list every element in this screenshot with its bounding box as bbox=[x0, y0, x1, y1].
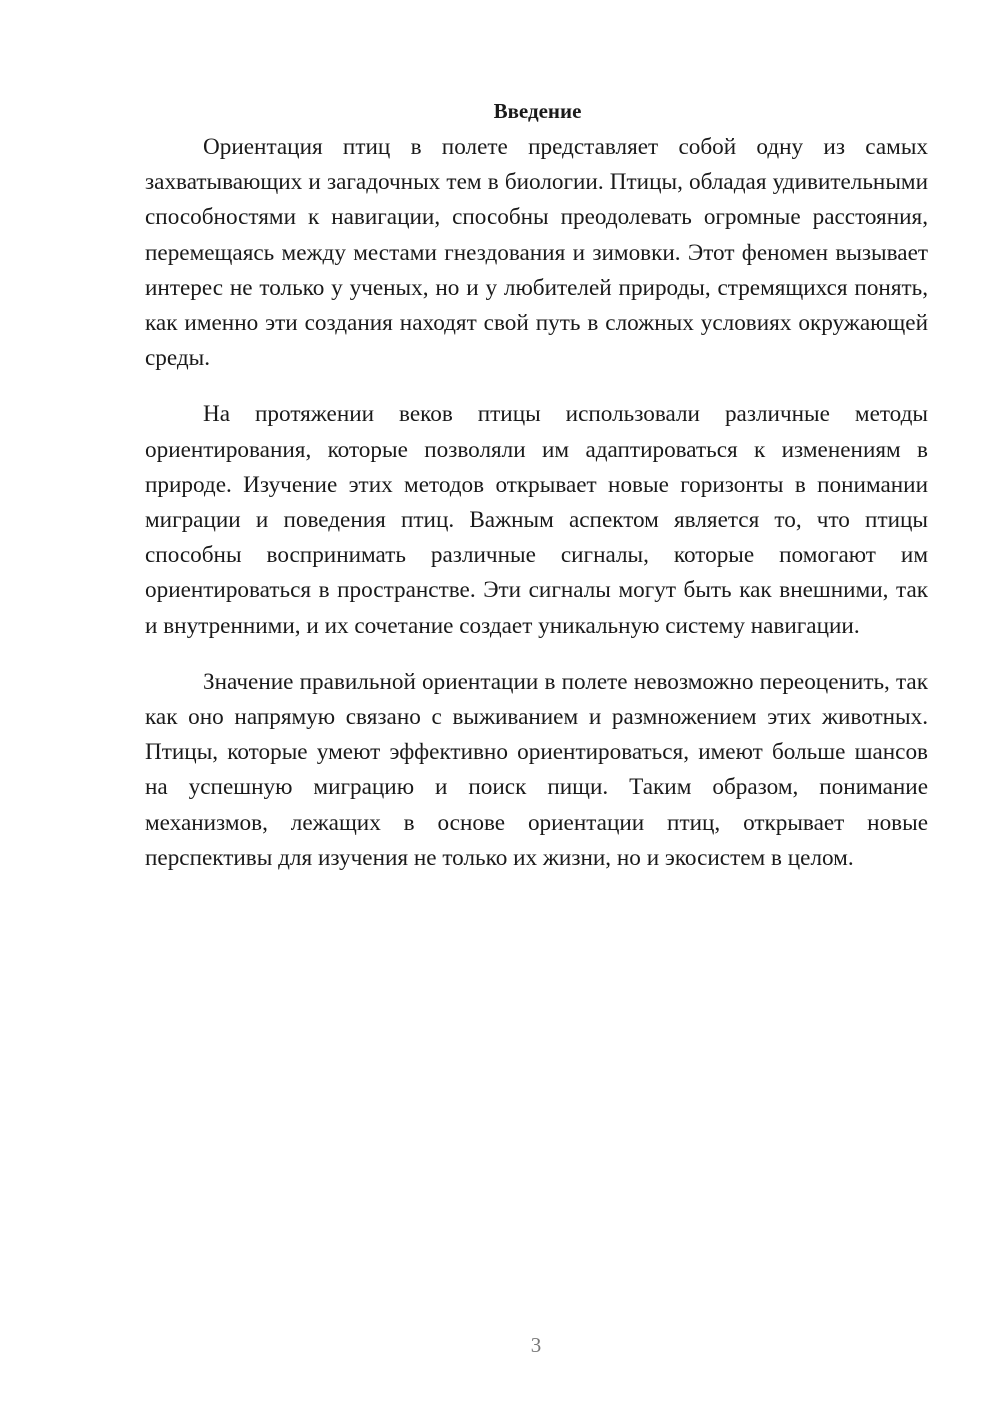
paragraph-3: Значение правильной ориентации в полете невозможно переоценить, так как оно напрямую связано с выживанием и размножением этих животных. Птицы, которые умеют эффективно ориентироваться, имеют больше шансов на успешную миграцию и поиск пищи. Таким образом, понимание механизмов, лежащих в основе ориентации птиц, открывает новые перспективы для изучения не только их жизни, но и экосистем в целом. bbox=[145, 668, 928, 871]
paragraph-1: Ориентация птиц в полете представляет собой одну из самых захватывающих и загадочных тем в биологии. Птицы, обладая удивительными способностями к навигации, способны преодолевать огромные расстояния, перемещаясь между местами гнездования и зимовки. Этот феномен вызывает интерес не только у ученых, но и у любителей природы, стремящихся понять, как именно эти создания находят свой путь в сложных условиях окружающей среды. bbox=[145, 134, 928, 372]
page-content bbox=[145, 96, 928, 897]
paragraph-2: На протяжении веков птицы использовали различные методы ориентирования, которые позволяли им адаптироваться к изменениям в природе. Изучение этих методов открывает новые горизонты в понимании миграции и поведения птиц. Важным аспектом является то, что птицы способны воспринимать различные сигналы, которые помогают им ориентироваться в пространстве. Эти сигналы могут быть как внешними, так и внутренними, и их сочетание создает уникальную систему навигации. bbox=[145, 401, 928, 639]
section-heading: Введение bbox=[493, 99, 582, 123]
page-number: 3 bbox=[530, 1333, 542, 1357]
